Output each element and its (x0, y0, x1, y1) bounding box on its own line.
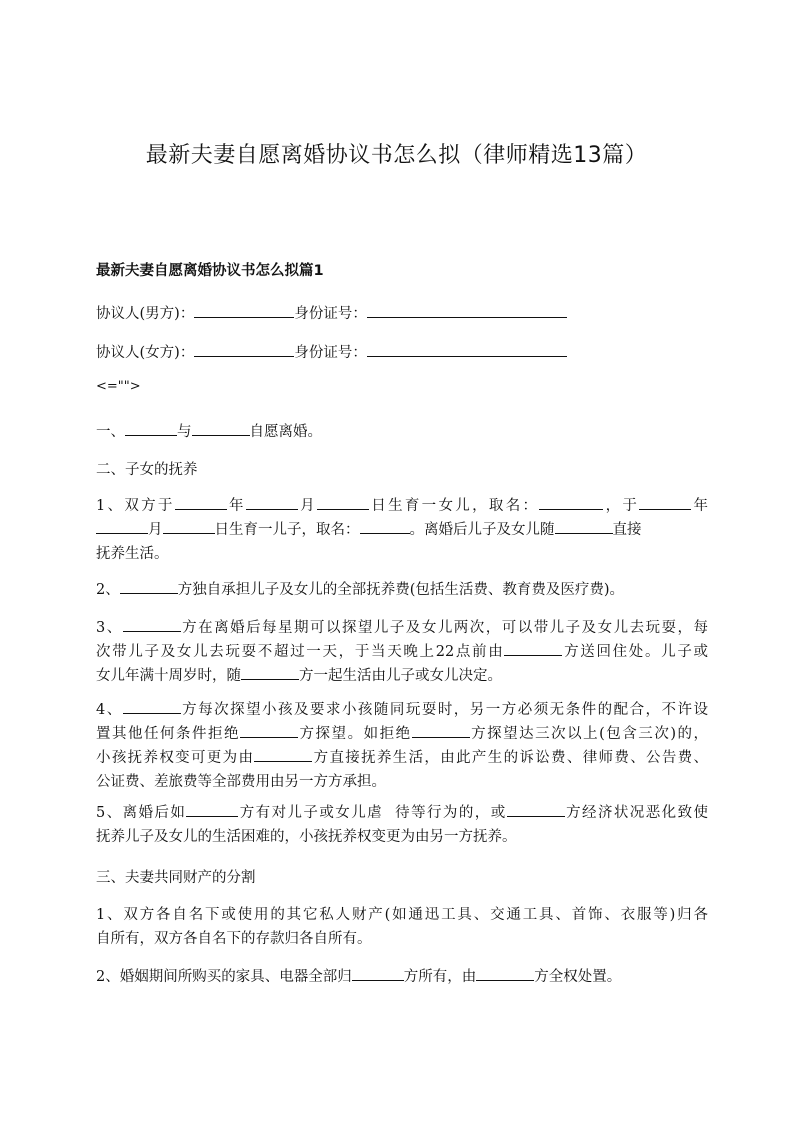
text: 方探望。如拒绝 (298, 726, 412, 742)
item-2-3-row (96, 616, 708, 640)
text: 3、 (96, 620, 123, 636)
item-2-4-row (96, 722, 708, 746)
text: 年 (691, 498, 709, 514)
item-2-1-row (96, 494, 708, 518)
blank (246, 494, 298, 510)
blank (123, 616, 181, 632)
text: 日生育一儿子，取名： (214, 522, 360, 538)
clause-1-prefix: 一、 (96, 424, 125, 440)
blank (639, 494, 691, 510)
text: 女儿年满十周岁时，随 (96, 668, 241, 684)
item-2-2 (96, 578, 706, 602)
blank (254, 746, 312, 762)
text: 方一起生活由儿子或女儿决定。 (299, 668, 502, 684)
text: 直接 (612, 522, 642, 538)
text: 年 (226, 498, 246, 514)
text: 方有对儿子或女儿虐 待等行为的，或 (238, 805, 507, 821)
item-2-4-row (96, 698, 708, 722)
party-male-label: 协议人(男方)： (96, 306, 195, 322)
text: 抚养生活。 (96, 546, 169, 562)
blank (192, 420, 250, 436)
blank (175, 494, 227, 510)
document-title: 最新夫妻自愿离婚协议书怎么拟（律师精选13篇） (145, 143, 648, 168)
text: ，于 (603, 498, 640, 514)
text: 方探望达三次以上(包含三次)的， (469, 726, 708, 742)
blank (163, 518, 215, 534)
item-2-4 (96, 698, 708, 794)
item-2-1-row (96, 518, 708, 542)
blank (317, 494, 369, 510)
text: 小孩抚养权变可更为由 (96, 750, 255, 766)
party-female-id-blank (367, 341, 567, 357)
text: 抚养儿子及女儿的生活困难的，小孩抚养权变更为由另一方抚养。 (96, 829, 517, 845)
text: 5、离婚后如 (96, 805, 187, 821)
text: 4、 (96, 702, 123, 718)
section-3-heading: 三、夫妻共同财产的分割 (96, 870, 256, 886)
item-2-1 (96, 494, 708, 566)
item-3-2 (96, 965, 706, 989)
blank (123, 698, 181, 714)
section-heading: 最新夫妻自愿离婚协议书怎么拟篇1 (96, 263, 324, 279)
blank (240, 722, 298, 738)
text: 方直接抚养生活，由此产生的诉讼费、律师费、公告费、 (312, 750, 709, 766)
blank (96, 518, 148, 534)
clause-1-suffix: 自愿离婚。 (249, 424, 322, 440)
blank (186, 801, 238, 817)
blank (120, 578, 178, 594)
party-male-line (96, 302, 706, 326)
text: 。离婚后儿子及女儿随 (409, 522, 555, 538)
blank (555, 518, 613, 534)
blank (539, 494, 603, 510)
text: 日生育一女儿，取名： (368, 498, 540, 514)
party-male-id-label: 身份证号： (294, 306, 367, 322)
item-2-3-row (96, 640, 708, 664)
party-male-name-blank (194, 302, 294, 318)
text: 方在离婚后每星期可以探望儿子及女儿两次，可以带儿子及女儿去玩耍，每 (180, 620, 708, 636)
text: 方全权处置。 (534, 969, 622, 985)
item-2-5-row (96, 825, 708, 849)
text: 2、 (96, 582, 120, 598)
blank (507, 801, 565, 817)
item-2-1-row (96, 542, 708, 566)
text: 2、婚姻期间所购买的家具、电器全部归 (96, 969, 352, 985)
text: 方经济状况恶化致使 (564, 805, 709, 821)
section-2-heading: 二、子女的抚养 (96, 462, 198, 478)
item-3-1-row: 1、双方各自名下或使用的其它私人财产(如通迅工具、交通工具、首饰、衣服等)归各 (96, 907, 708, 923)
text: 方送回住处。儿子或 (562, 644, 709, 660)
clause-1-mid: 与 (177, 424, 192, 440)
item-2-3-row (96, 664, 708, 688)
text: 方每次探望小孩及要求小孩随同玩耍时，另一方必须无条件的配合，不许设 (180, 702, 708, 718)
item-3-1 (96, 903, 708, 951)
item-2-4-row (96, 770, 708, 794)
text: 1、双方于 (96, 498, 175, 514)
clause-1 (96, 420, 706, 444)
text: 月 (148, 522, 163, 538)
party-male-id-blank (367, 302, 567, 318)
text: 方所有，由 (403, 969, 477, 985)
text: 置其他任何条件拒绝 (96, 726, 241, 742)
party-female-id-label: 身份证号： (294, 345, 367, 361)
text: 次带儿子及女儿去玩耍不超过一天，于当天晚上22点前由 (96, 644, 505, 660)
placeholder-tag: <=""> (96, 379, 141, 394)
blank (352, 965, 404, 981)
party-female-label: 协议人(女方)： (96, 345, 195, 361)
item-2-4-row (96, 746, 708, 770)
item-3-1-row: 自所有，双方各自名下的存款归各自所有。 (96, 931, 372, 947)
blank (360, 518, 410, 534)
blank (412, 722, 470, 738)
party-female-name-blank (194, 341, 294, 357)
party-female-line (96, 341, 706, 365)
text: 月 (297, 498, 317, 514)
blank (125, 420, 177, 436)
blank (504, 640, 562, 656)
text: 方独自承担儿子及女儿的全部抚养费(包括生活费、教育费及医疗费)。 (177, 582, 625, 598)
blank (476, 965, 534, 981)
item-2-5 (96, 801, 708, 849)
blank (241, 664, 299, 680)
item-2-3 (96, 616, 708, 688)
item-2-5-row (96, 801, 708, 825)
text: 公证费、差旅费等全部费用由另一方方承担。 (96, 774, 386, 790)
